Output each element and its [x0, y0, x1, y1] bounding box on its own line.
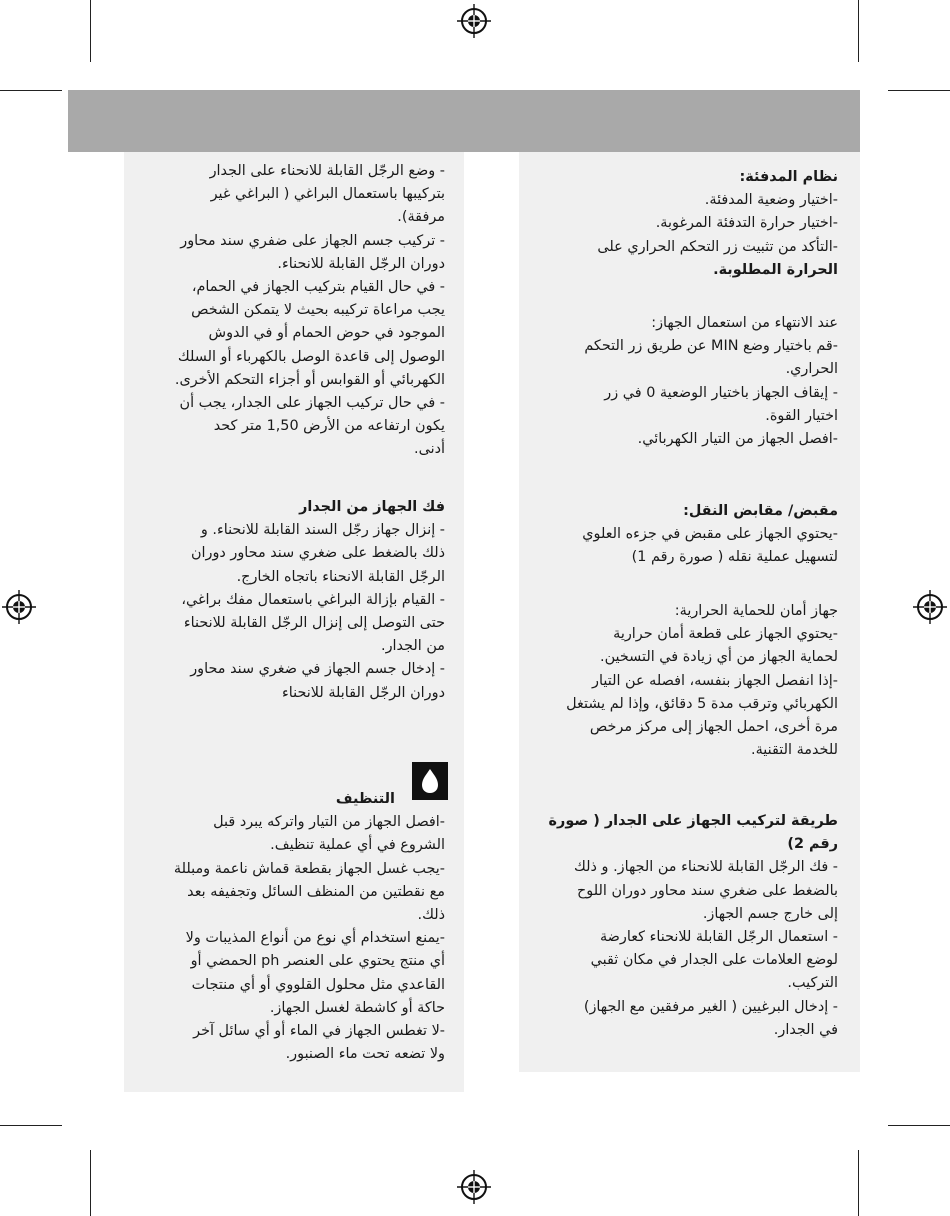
crop-mark: [0, 90, 62, 91]
text-line: - تركيب جسم الجهاز على ضفري سند محاور: [180, 232, 445, 249]
text-line: -يحتوي الجهاز على مقبض في جزءه العلوي: [582, 526, 838, 543]
registration-mark-icon: [457, 4, 491, 38]
text-line: الموجود في حوض الحمام أو في الدوش: [208, 325, 445, 342]
text-line: جهاز أمان للحماية الحرارية:: [674, 603, 838, 619]
registration-mark-icon: [913, 590, 947, 624]
text-line: -اختيار حرارة التدفئة المرغوبة.: [655, 215, 838, 232]
registration-mark-icon: [2, 590, 36, 624]
text-line: -إذا انفصل الجهاز بنفسه، افصله عن التيار: [592, 672, 838, 689]
text-line: - إنزال جهاز رجّل السند القابلة للانحناء. و: [200, 522, 445, 539]
text-line: -قم باختيار وضع MIN عن طريق زر التحكم: [584, 338, 838, 355]
remove-title: فك الجهاز من الجدار: [299, 499, 445, 515]
text-line: اختيار القوة.: [765, 407, 838, 424]
text-line: حاكة أو كاشطة لغسل الجهاز.: [269, 999, 445, 1016]
text-line: يجب مراعاة تركيبه بحيث لا يتمكن الشخص: [191, 302, 445, 319]
text-line: إلى خارج جسم الجهاز.: [702, 905, 838, 922]
text-line: -افصل الجهاز من التيار واتركه يبرد قبل: [213, 814, 445, 831]
heating-section: [520, 166, 838, 282]
finish-section: [520, 312, 838, 451]
text-line: بالضغط على ضغري سند محاور دوران اللوح: [577, 882, 838, 899]
cleaning-section: [150, 788, 445, 1066]
text-line: يكون ارتفاعه من الأرض 1,50 متر كحد: [213, 418, 445, 435]
text-line: لتسهيل عملية نقله ( صورة رقم 1): [631, 549, 838, 566]
text-line: مع نقطتين من المنظف السائل وتجفيفه بعد: [187, 883, 445, 900]
text-line: ذلك.: [417, 907, 445, 924]
text-line: -لا تغطس الجهاز في الماء أو أي سائل آخر: [193, 1023, 445, 1040]
mount-cont-section: [150, 160, 445, 462]
text-line: - إدخال جسم الجهاز في ضغري سند محاور: [190, 661, 445, 678]
text-line: من الجدار.: [381, 638, 445, 655]
crop-mark: [0, 1125, 62, 1126]
text-line: الحراري.: [785, 361, 838, 378]
text-line: عند الانتهاء من استعمال الجهاز:: [651, 315, 838, 331]
text-line: -اختيار وضعية المدفئة.: [704, 192, 838, 209]
text-line: بتركيبها باستعمال البراغي ( البراغي غير: [210, 186, 445, 203]
text-line: - في حال القيام بتركيب الجهاز في الحمام،: [191, 279, 445, 296]
text-line: - إدخال البرغيين ( الغير مرفقين مع الجهاز): [583, 998, 838, 1015]
text-line: - استعمال الرجّل القابلة للانحناء كعارضة: [599, 929, 838, 946]
crop-mark: [858, 1150, 859, 1216]
text-line: الشروع في أي عملية تنظيف.: [270, 837, 445, 854]
text-line: مرفقة).: [397, 209, 445, 226]
text-line: - في حال تركيب الجهاز على الجدار، يجب أن: [179, 395, 445, 412]
text-line: دوران الرجّل القابلة للانحناء.: [277, 255, 445, 272]
handles-section: [520, 500, 838, 570]
text-line: ولا تضعه تحت ماء الصنبور.: [285, 1046, 445, 1063]
text-line: دوران الرجّل القابلة للانحناء: [281, 684, 445, 701]
text-line: -يمنع استخدام أي نوع من أنواع المذيبات ولا: [185, 930, 445, 947]
registration-mark-icon: [457, 1170, 491, 1204]
text-line: الوصول إلى قاعدة الوصل بالكهرباء أو السلك: [177, 348, 445, 365]
handles-title: مقبض/ مقابض النقل:: [683, 503, 838, 519]
crop-mark: [858, 0, 859, 62]
wall-mount-title: رقم 2): [787, 836, 838, 853]
text-line: القاعدي مثل محلول القلووي أو أي منتجات: [191, 976, 445, 993]
text-line: -التأكد من تثبيت زر التحكم الحراري على: [597, 238, 838, 255]
crop-mark: [888, 1125, 950, 1126]
crop-mark: [90, 0, 91, 62]
wall-mount-title: طريقة لتركيب الجهاز على الجدار ( صورة: [548, 813, 838, 829]
text-line: للخدمة التقنية.: [751, 742, 838, 759]
text-line: - فك الرجّل القابلة للانحناء من الجهاز. و ذلك: [574, 859, 838, 876]
text-line: في الجدار.: [773, 1021, 838, 1038]
text-line: -يجب غسل الجهاز بقطعة قماش ناعمة ومبللة: [173, 860, 445, 877]
text-line: - وضع الرجّل القابلة للانحناء على الجدار: [209, 163, 445, 179]
thermal-section: [520, 600, 838, 762]
text-line: - القيام بإزالة البراغي باستعمال مفك براغي،: [181, 591, 445, 608]
text-line: ذلك بالضغط على ضغري سند محاور دوران: [190, 545, 445, 562]
text-line: -يحتوي الجهاز على قطعة أمان حرارية: [613, 626, 838, 643]
text-line: أدنى.: [414, 441, 445, 458]
cleaning-title: التنظيف: [335, 791, 395, 807]
text-line: -افصل الجهاز من التيار الكهربائي.: [637, 431, 838, 448]
heating-title: نظام المدفئة:: [739, 169, 838, 185]
crop-mark: [90, 1150, 91, 1216]
text-line: التركيب.: [787, 975, 838, 992]
text-line: الكهربائي أو القوابس أو أجزاء التحكم الأخرى.: [174, 371, 445, 388]
crop-mark: [888, 90, 950, 91]
remove-section: [150, 496, 445, 705]
header-band: [68, 90, 860, 152]
wall-mount-section: [520, 810, 838, 1042]
text-line: أي منتج يحتوي على العنصر ph الحمضي أو: [190, 953, 445, 970]
text-line: الرجّل القابلة الانحناء باتجاه الخارج.: [236, 568, 445, 585]
text-line: حتى التوصل إلى إنزال الرجّل القابلة للانحناء: [183, 615, 445, 632]
text-line: مرة أخرى، احمل الجهاز إلى مركز مرخص: [589, 719, 838, 736]
text-line: لحماية الجهاز من أي زيادة في التسخين.: [600, 649, 838, 666]
text-line: لوضع العلامات على الجدار في مكان ثقبي: [590, 952, 838, 969]
text-line: الحرارة المطلوبة.: [713, 261, 838, 278]
text-line: - إيقاف الجهاز باختيار الوضعية 0 في زر: [604, 384, 838, 401]
text-line: الكهربائي وترقب مدة 5 دقائق، وإذا لم يشتغل: [566, 695, 838, 712]
